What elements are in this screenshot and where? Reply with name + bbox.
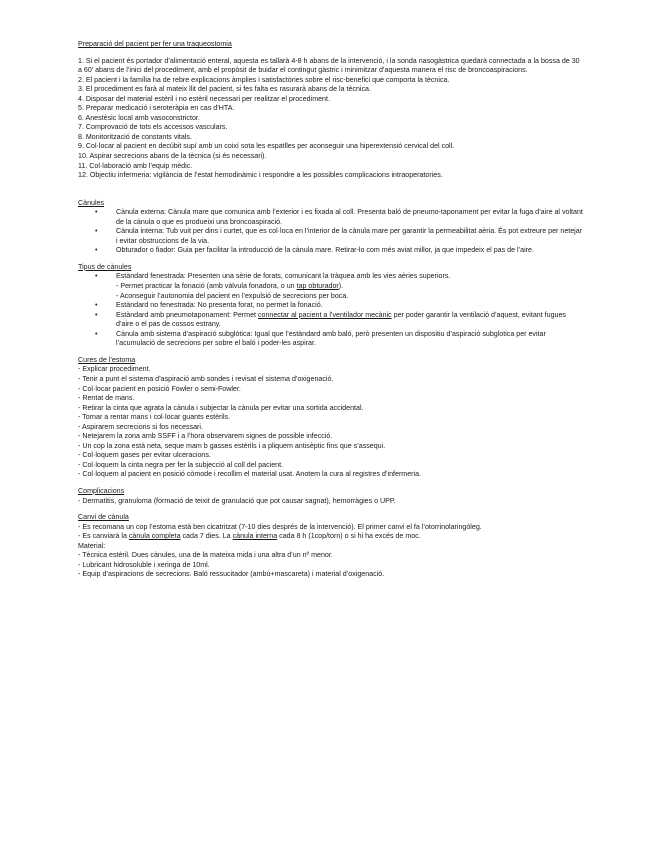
list-item: - Equip d’aspiracions de secrecions. Baló ressucitador (ambú+mascareta) i material d’oxigenació. bbox=[78, 570, 385, 579]
preparation-step: 7. Comprovació de tots els accessos vasculars. bbox=[78, 123, 228, 132]
list-item: - Aspirarem secrecions si fos necessari. bbox=[78, 422, 203, 431]
canvi-line: - Es recomana un cop l’estoma està ben cicatritzat (7-10 dies després de la intervenció). El primer canvi el fa l’otorrinolaringòleg. bbox=[78, 522, 482, 531]
list-item bbox=[78, 272, 583, 301]
underlined-term: connectar al pacient a l’ventilador mecànic bbox=[257, 310, 392, 319]
complicacions-text: - Dermatitis, granuloma (formació de teixit de granulació que pot causar sagnat), hemorràgies o UPP. bbox=[78, 496, 396, 505]
canvi-text: cada 7 dies. La bbox=[180, 532, 233, 541]
list-item: • Obturador o fiador: Guia per facilitar la introducció de la cànula mare. Retirar-lo com més aviat millor, ja que impedeix el pas de l’aire. bbox=[78, 246, 583, 256]
preparation-step: 3. El procediment es farà al mateix llit del pacient, si fes falta es rasurarà abans de la tècnica. bbox=[78, 85, 371, 94]
canvi-text: cada 8 h (1cop/torn) o si hi ha excés de moc. bbox=[277, 532, 421, 541]
sub-text: - Permet practicar la fonació (amb vàlvula fonadora, o un bbox=[116, 282, 297, 291]
list-item: - Lubricant hidrosoluble i xeringa de 10ml. bbox=[78, 560, 210, 569]
list-item: - Netejarem la zona amb SSFF i a l’hora observarem signes de possible infecció. bbox=[78, 432, 333, 441]
underlined-term: cànula interna bbox=[232, 532, 278, 541]
list-item: - Un cop la zona està neta, seque mam b gasses estèrils i a pliquem antisèptic fins que s’assequi. bbox=[78, 441, 386, 450]
canvi-text: - Es canviarà la bbox=[78, 532, 129, 541]
document-page bbox=[78, 40, 583, 580]
list-item: • Estàndard no fenestrada: No presenta forat, no permet la fonació. bbox=[78, 301, 583, 311]
sub-text: ). bbox=[338, 282, 344, 291]
fenestrada-sub-1 bbox=[116, 282, 583, 292]
list-item: - Tenir a punt el sistema d’aspiració amb sondes i revisat el sistema d’oxigenació. bbox=[78, 374, 334, 383]
preparation-list bbox=[78, 57, 583, 181]
preparation-step: 2. El pacient i la família ha de rebre explicacions àmplies i satisfactòries sobre el risc-benefici que comporta la tècnica. bbox=[78, 75, 450, 84]
preparation-step: 10. Aspirar secrecions abans de la tècnica (si és necessari). bbox=[78, 152, 267, 161]
list-item: • Cànula interna: Tub vuit per dins i curtet, que es col·loca en l’interior de la cànula mare per garantir la permeabilitat aèria. És pot extreure per netejar i evitar obstruccions de la via. bbox=[78, 227, 583, 246]
underlined-term: tap obturador bbox=[296, 282, 339, 291]
section-heading-canvi: Canvi de cànula bbox=[78, 513, 129, 522]
list-item: - Retirar la cinta que agrata la cànula i subjectar la cànula per evitar una sortida accidental. bbox=[78, 403, 364, 412]
preparation-step: 8. Monitorització de constants vitals. bbox=[78, 132, 192, 141]
preparation-step: 4. Disposar del material estèril i no estèril necessari per realitzar el procediment. bbox=[78, 94, 330, 103]
list-item bbox=[78, 311, 583, 330]
list-item: - Rentat de mans. bbox=[78, 394, 135, 403]
fenestrada-sub-2: - Aconseguir l’autonomia del pacient en l’expulsió de secrecions per boca. bbox=[116, 291, 349, 300]
material-label: Material: bbox=[78, 541, 106, 550]
canules-list bbox=[78, 208, 583, 256]
canvi-line bbox=[78, 532, 583, 542]
list-item: - Col·loquem al pacient en posició còmode i recollim el material usat. Anotem la cura al registres d’infermeria. bbox=[78, 470, 422, 479]
preparation-step: 12. Objectiu infermeria: vigilància de l’estat hemodinàmic i respondre a les possibles complicacions intraoperatories. bbox=[78, 171, 443, 180]
preparation-step: 1. Si el pacient és portador d’alimentació enteral, aquesta es tallarà 4-8 h abans de la intervenció, i la sonda nasogàstrica quedarà connectada a la bossa de 30 a 60’ abans de l’inici del procediment, amb el propòsit de buidar el contingut gàstric i minimitzar d’aquesta manera el risc de broncoaspiracions. bbox=[78, 56, 580, 75]
section-heading-tipus: Tipus de cànules bbox=[78, 262, 132, 271]
document-title: Preparació del pacient per fer una traqueostomia bbox=[78, 40, 232, 48]
cures-list bbox=[78, 365, 583, 480]
preparation-step: 9. Col·locar al pacient en decúbit supí amb un coixí sota les espatlles per aconseguir una hiperextensió cervical del coll. bbox=[78, 142, 455, 151]
preparation-step: 6. Anestèsic local amb vasoconstrictor. bbox=[78, 113, 200, 122]
section-heading-canules: Cànules bbox=[78, 198, 105, 207]
list-item: • Cànula externa: Cànula mare que comunica amb l’exterior i es fixada al coll. Presenta baló de pneumo-taponament per evitar la fuga d’aire al voltant de la cànula o que es produeixi una broncoaspiració. bbox=[78, 208, 583, 227]
list-item: - Col·locar pacient en posició Fowler o semi-Fowler. bbox=[78, 384, 241, 393]
section-heading-cures: Cures de l’estoma bbox=[78, 355, 136, 364]
tipus-list bbox=[78, 272, 583, 348]
list-item: - Tècnica estèril. Dues cànules, una de la mateixa mida i una altra d’un nº menor. bbox=[78, 551, 333, 560]
preparation-step: 5. Preparar medicació i seroteràpia en cas d’HTA. bbox=[78, 104, 235, 113]
underlined-term: cànula completa bbox=[128, 532, 181, 541]
list-item: - Explicar procediment. bbox=[78, 365, 151, 374]
section-heading-complicacions: Complicacions bbox=[78, 486, 125, 495]
preparation-step: 11. Col·laboració amb l’equip mèdic. bbox=[78, 161, 193, 170]
list-item: • Cànula amb sistema d’aspiració subglòtica: Igual que l’estàndard amb baló, però presenten un dispositiu d’aspiració subglotica per evitar l’acumulació de secrecions per sobre el baló i poder-les aspirar. bbox=[78, 330, 583, 349]
list-item: - Col·loquem la cinta negra per fer la subjecció al coll del pacient. bbox=[78, 460, 284, 469]
item-text: per poder garantir la ventilació d’aquest, evitant fugues d’aire o el pas de cossos estrany. bbox=[116, 310, 566, 329]
item-text: Estàndard amb pneumotaponament: Permet bbox=[116, 310, 258, 319]
list-item: - Tornar a rentar mans i col·locar guants estèrils. bbox=[78, 413, 231, 422]
fenestrada-text: Estàndard fenestrada: Presenten una sèrie de forats, comunicant la tràquea amb les vies aèries superiors. bbox=[116, 272, 451, 281]
list-item: - Col·loquem gases per evitar ulceracions. bbox=[78, 451, 211, 460]
